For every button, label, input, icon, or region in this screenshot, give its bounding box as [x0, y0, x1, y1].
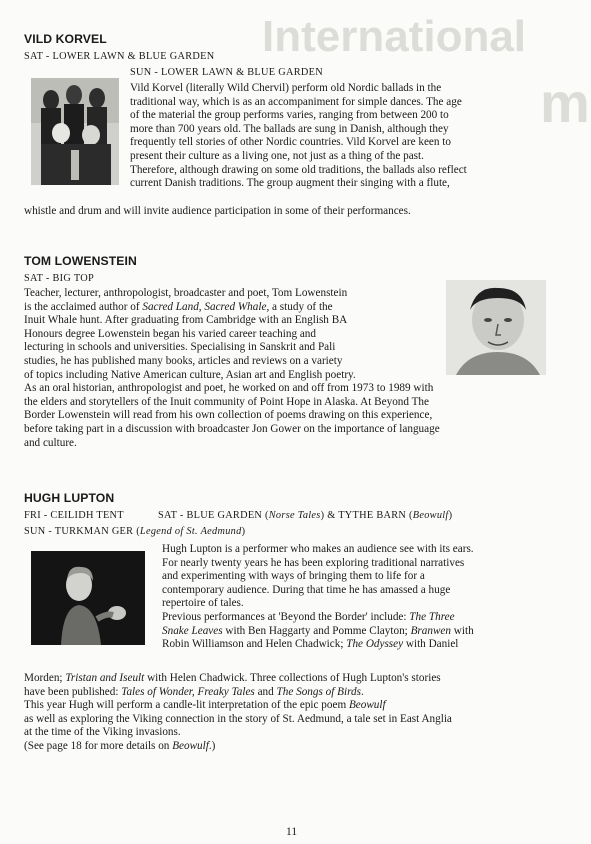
text-line	[162, 611, 582, 625]
tom-lowenstein-name: TOM LOWENSTEIN	[24, 254, 137, 268]
text-line: lecturing in schools and universities. Specialising in Sanskrit and Pali	[24, 341, 336, 354]
work-title: Branwen	[410, 624, 451, 637]
text-span: .	[360, 685, 364, 698]
book-title: Sacred Land, Sacred Whale	[142, 300, 267, 313]
work-title: The Three	[409, 610, 455, 623]
text-span: with Ben Haggarty and Pomme Clayton;	[222, 624, 411, 637]
text-line: Border Lowenstein will read from his own collection of poems drawing on this experience,	[24, 409, 433, 422]
vild-korvel-name: VILD KORVEL	[24, 32, 107, 46]
show-title: Legend of St. Aedmund	[139, 526, 242, 537]
vild-korvel-photo	[31, 78, 119, 185]
hugh-lupton-name: HUGH LUPTON	[24, 491, 115, 505]
text-span: is the acclaimed author of	[24, 300, 143, 313]
text-span: (See page 18 for more details on	[24, 739, 173, 752]
text-line: Vild Korvel (literally Wild Chervil) perform old Nordic ballads in the	[130, 82, 442, 94]
tom-lowenstein-description	[24, 287, 584, 450]
text-line: studies, he has published many books, articles and reviews on a variety	[24, 354, 343, 367]
vild-korvel-description	[130, 82, 575, 191]
vild-korvel-schedule-sun: SUN - LOWER LAWN & BLUE GARDEN	[130, 67, 323, 78]
bleed-through-letter: m	[540, 71, 590, 134]
bleed-through-header: International	[262, 12, 527, 61]
text-line: For nearly twenty years he has been exploring traditional narratives	[162, 556, 465, 569]
text-span: Morden;	[24, 672, 66, 684]
text-span: with	[450, 624, 474, 637]
work-title: Beowulf	[348, 699, 386, 712]
work-title: Tristan and Iseult	[65, 672, 145, 684]
text-line: contemporary audience. During that time he has amassed a huge	[162, 583, 451, 596]
vild-korvel-schedule-sat: SAT - LOWER LAWN & BLUE GARDEN	[24, 51, 215, 62]
tom-lowenstein-schedule: SAT - BIG TOP	[24, 273, 94, 284]
text-line: frequently tell stories of other Nordic countries. Vild Korvel are keen to	[130, 136, 451, 149]
text-span: Previous performances at 'Beyond the Border' include:	[162, 610, 410, 623]
text-line: Honours degree Lowenstein began his varied career teaching and	[24, 327, 316, 340]
text-line: and culture.	[24, 436, 77, 449]
text-line	[162, 638, 582, 652]
text-line: at the time of the Viking invasions.	[24, 726, 181, 739]
text-line: before taking part in a discussion with broadcaster Jon Gower on the importance of language	[24, 422, 440, 435]
work-title: Snake Leaves	[162, 624, 223, 637]
text-line: as well as exploring the Viking connection in the story of St. Aedmund, a tale set in East Anglia	[24, 712, 452, 725]
show-title: Norse Tales	[268, 510, 321, 521]
text-line: Inuit Whale hunt. After graduating from Cambridge with an English BA	[24, 314, 348, 327]
hugh-lupton-schedule-sat	[158, 509, 452, 523]
work-title: The Odyssey	[346, 638, 404, 651]
text-span: .)	[208, 739, 216, 752]
text-line: current Danish traditions. The group augment their singing with a flute,	[130, 177, 450, 190]
text-line	[24, 686, 584, 700]
text-line: and experimenting with ways of bringing them to life for a	[162, 570, 425, 583]
text-line: the elders and storytellers of the Inuit community of Point Hope in Alaska. At Beyond The	[24, 395, 429, 408]
text-line: As an oral historian, anthropologist and poet, he worked on and off from 1973 to 1989 with	[24, 382, 434, 395]
text-span: )	[448, 510, 453, 521]
hugh-lupton-schedule-fri: FRI - CEILIDH TENT	[24, 510, 124, 521]
text-span: SAT - BLUE GARDEN (	[158, 510, 269, 521]
text-span: and	[254, 685, 277, 698]
text-span: ) & TYTHE BARN (	[320, 510, 413, 521]
text-line: of topics including Native American culture, Asian art and English poetry.	[24, 368, 356, 381]
text-line: Therefore, although drawing on some old traditions, the ballads also reflect	[130, 163, 467, 176]
work-title: The Songs of Birds	[276, 685, 361, 698]
text-line: repertoire of tales.	[162, 597, 244, 610]
text-line: of the material the group performs varies, ranging from between 200 to	[130, 109, 449, 122]
hugh-lupton-intro	[162, 543, 582, 652]
text-line	[24, 672, 584, 686]
hugh-lupton-photo	[31, 551, 145, 645]
text-line	[24, 301, 584, 315]
text-line	[24, 699, 584, 713]
text-span: Robin Williamson and Helen Chadwick;	[162, 638, 347, 651]
text-span: SUN - TURKMAN GER (	[24, 526, 140, 537]
text-line: present their culture as a living one, not just as a thing of the past.	[130, 149, 424, 162]
text-line: Teacher, lecturer, anthropologist, broadcaster and poet, Tom Lowenstein	[24, 287, 348, 299]
text-line	[24, 740, 584, 754]
hugh-lupton-continued	[24, 672, 584, 754]
text-span: , a study of the	[266, 300, 333, 313]
page-number: 11	[286, 826, 298, 838]
text-span: have been published:	[24, 685, 122, 698]
text-line	[162, 625, 582, 639]
text-span: )	[241, 526, 246, 537]
text-line: traditional way, which is as an accompaniment for simple dances. The age	[130, 95, 462, 108]
work-title: Tales of Wonder, Freaky Tales	[121, 685, 255, 698]
text-span: This year Hugh will perform a candle-lit interpretation of the epic poem	[24, 699, 349, 712]
text-span: with Daniel	[403, 638, 459, 651]
work-title: Beowulf	[172, 739, 209, 752]
show-title: Beowulf	[412, 510, 449, 521]
vild-korvel-last-line: whistle and drum and will invite audience participation in some of their performances.	[24, 205, 411, 217]
text-line: Hugh Lupton is a performer who makes an audience see with its ears.	[162, 543, 474, 555]
hugh-lupton-schedule-sun	[24, 525, 245, 539]
text-line: more than 700 years old. The ballads are sung in Danish, although they	[130, 122, 449, 135]
text-span: with Helen Chadwick. Three collections of Hugh Lupton's stories	[144, 672, 441, 684]
